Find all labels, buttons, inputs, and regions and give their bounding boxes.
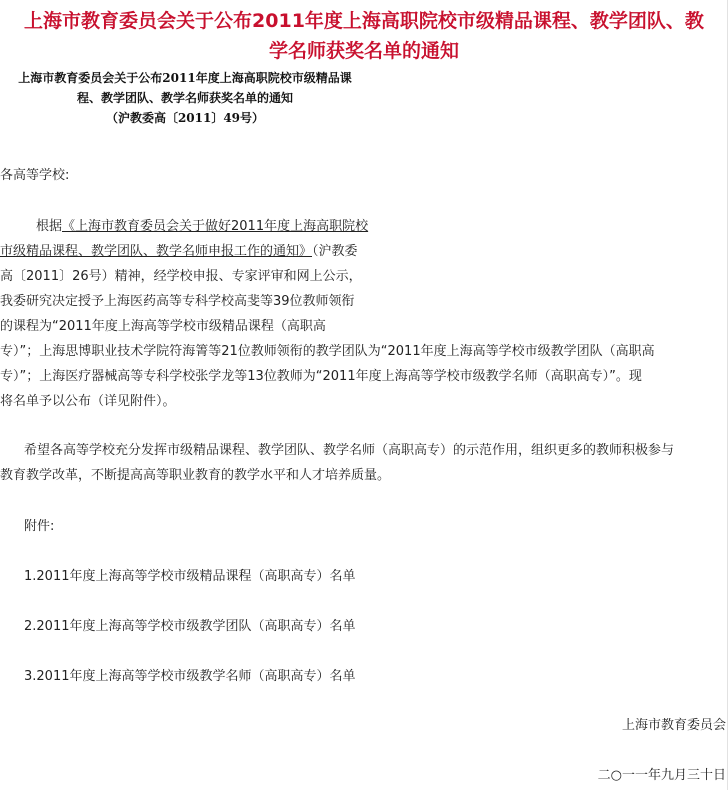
body-p1-line-8: 将名单予以公布（详见附件）。 (0, 394, 176, 409)
salutation: 各高等学校: (0, 168, 70, 183)
attachment-item-3: 3.2011年度上海高等学校市级教学名师（高职高专）名单 (24, 669, 356, 684)
attachment-item-2: 2.2011年度上海高等学校市级教学团队（高职高专）名单 (24, 619, 356, 634)
body-p1-line-3: 高〔2011〕26号）精神，经学校申报、专家评审和网上公示， (0, 269, 362, 284)
document-number: （沪教委高〔2011〕49号） (105, 111, 265, 125)
issuer-signature: 上海市教育委员会 (621, 718, 726, 733)
body-p2-line-2: 教育教学改革，不断提高高等职业教育的教学水平和人才培养质量。 (0, 468, 391, 483)
body-p1-lead: 根据 (36, 219, 63, 234)
attachments-label: 附件: (24, 519, 55, 534)
body-p1-line-2-rest: （沪教委 (312, 244, 358, 259)
attachment-item-1: 1.2011年度上海高等学校市级精品课程（高职高专）名单 (24, 569, 356, 584)
issue-date: 二○一一年九月三十日 (597, 768, 726, 783)
notice-link-part-2[interactable]: 市级精品课程、教学团队、教学名师申报工作的通知》 (0, 244, 313, 259)
body-p1-line-7: 专）”；上海医疗器械高等专科学校张学龙等13位教师为“2011年度上海高等学校市级教学名师（高职高专）”。现 (0, 369, 642, 384)
body-p1-line-6: 专）”；上海思博职业技术学院符海箐等21位教师领衔的教学团队为“2011年度上海高等学校市级教学团队（高职高 (0, 344, 655, 359)
notice-link-part-1[interactable]: 《上海市教育委员会关于做好2011年度上海高职院校 (62, 219, 369, 234)
body-p1-line-4: 我委研究决定授予上海医药高等专科学校高斐等39位教师领衔 (0, 294, 355, 309)
document-title (0, 68, 370, 128)
headline-line-2: 学名师获奖名单的通知 (268, 40, 459, 62)
document-title-line-1: 上海市教育委员会关于公布2011年度上海高职院校市级精品课 (18, 71, 352, 85)
body-p1-line-5: 的课程为“2011年度上海高等学校市级精品课程（高职高 (0, 319, 326, 334)
body-p2-line-1: 希望各高等学校充分发挥市级精品课程、教学团队、教学名师（高职高专）的示范作用，组织更多的教师积极参与 (24, 443, 675, 458)
headline-line-1: 上海市教育委员会关于公布2011年度上海高职院校市级精品课程、教学团队、教 (24, 10, 704, 32)
document-title-line-2: 程、教学团队、教学名师获奖名单的通知 (76, 91, 293, 105)
body-p1-line-1 (36, 214, 728, 239)
body-p1-line-2 (0, 239, 728, 264)
page-headline (0, 0, 728, 66)
